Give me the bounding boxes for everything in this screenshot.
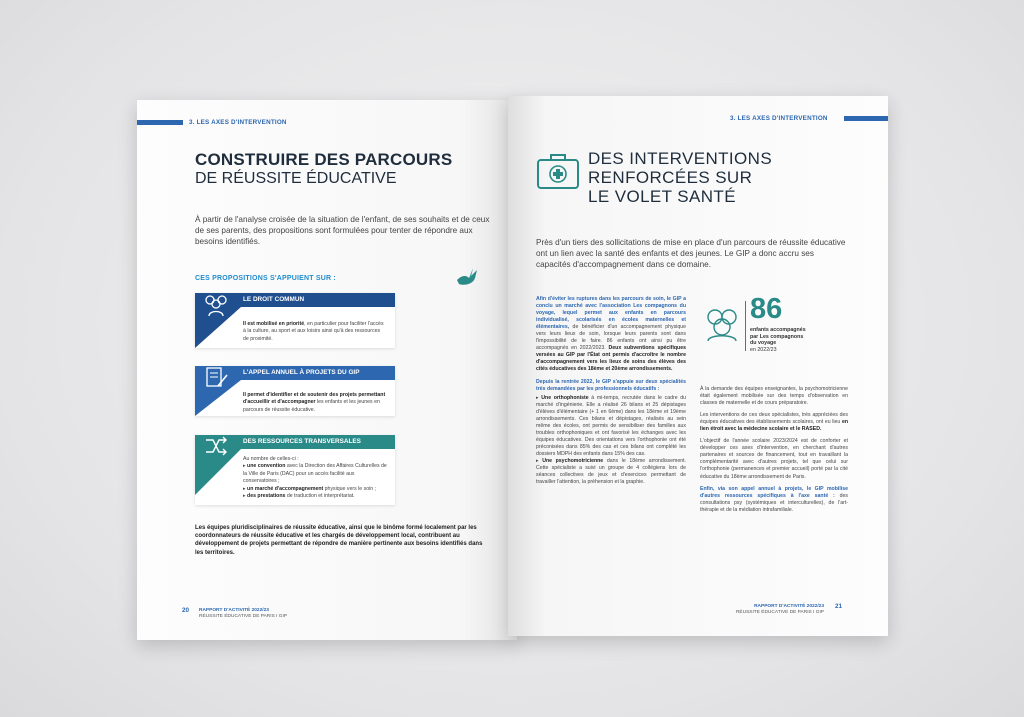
col2-p4-text: des consultations psy (systémiques et interculturelles), de l'art-thérapie et de la médiation intrafamiliale. [700,492,848,513]
page-title-line3: LE VOLET SANTÉ [588,187,736,206]
people-group-icon [201,289,231,319]
stat-label-line: du voyage [750,340,777,347]
card-body-bold: Il est mobilisé en priorité [243,321,305,327]
list-item-bold: des prestations [247,493,286,500]
list-item: ▸ Une psychomotricienne dans le 18ème arrondissement. Cette spécialiste a suivi un groupe de 4 collégiens lors de séances collectives de jeux et d'exercices permettant de travailler l'attention, la préhension et la graphie. [536,458,686,486]
propositions-label: CES PROPOSITIONS S'APPUIENT SUR : [195,275,336,282]
bird-icon [455,266,481,292]
col2-p2-text: Les interventions de ces deux spécialistes, très appréciées des équipes éducatives des établissements scolaires, ont eu lieu [700,412,848,426]
col2-p2-bold: en lien étroit avec la médecine scolaire et le RASED. [700,419,848,433]
footer-report: RAPPORT D'ACTIVITÉ 2022/23 [754,604,824,609]
stat-label-line: enfants accompagnés [750,327,806,333]
card-body [243,392,387,414]
column-2 [700,386,848,519]
card-body [243,321,387,343]
list-item-bold: une convention [247,463,286,470]
running-head: 3. LES AXES D'INTERVENTION [189,119,287,126]
right-page [508,96,888,636]
footnote: Les équipes pluridisciplinaires de réussite éducative, ainsi que le binôme formé localement par les coordonnateurs de réussite éducative et les chargés de développement local, contribuent au développement de projets permettant de répondre de manière pertinente aux besoins identifiés dans les territoires. [195,525,483,556]
list-item-bold: Une psychomotricienne [542,458,604,465]
list-item: ▸ un marché d'accompagnement physique vers le soin ; [243,485,377,492]
page-number: 21 [834,603,842,610]
col1-text: de bénéficier d'un accompagnement physique vers leurs lieux de soin, lorsque leurs parents sont dans l'impossibilité de le faire. 86 enfants ont ainsi pu être accompagnés en 2022/2023. [536,324,686,352]
col1-bold: Deux subventions spécifiques versées au GIP par l'État ont permis d'accroître le nombre d'accompagnement vers les lieux de soins des élèves des cités éducatives des 18ème et 20ème arrondissements. [536,345,686,373]
card-body-bold: Il permet d'identifier et de soutenir des projets permettant d'accueillir et d'accompagner [243,392,386,406]
children-faces-icon [702,303,742,343]
running-head-bar [844,116,888,121]
footer-org: RÉUSSITE ÉDUCATIVE DE PARIS I GIP [199,614,288,619]
card-body-text: les enfants et les jeunes en parcours de réussite éducative. [243,399,380,413]
page-subtitle: DE RÉUSSITE ÉDUCATIVE [195,170,397,187]
stat-number: 86 [750,293,783,325]
list-item: ▸ Une orthophoniste à mi-temps, recrutée dans le cadre du marché d'ingénierie. Elle a réalisé 26 bilans et 25 dépistages d'élèves d'élémentaire (+ 1 en 6ème) dans les 18ème et 19ème arrondissements. Ces bilans et dépistages, réalisés au sein même des écoles, ont permis de sensibiliser des familles aux troubles orthophoniques et ont favorisé les échanges avec les équipes éducatives. Des orientations vers l'orthophonie ont été préconisées dans 85% des cas et ces bilans ont complété les dossiers MDPH des enfants dans 15% des cas. [536,394,687,457]
col1-lead-2: Depuis la rentrée 2022, le GIP s'appuie sur deux spécialités très demandées par les professionnels éducatifs : [536,378,686,392]
card-droit-commun [195,293,395,348]
list-item-bold: Une orthophoniste [541,394,589,401]
page-footer [199,608,287,620]
card-body [243,456,387,500]
card-ressources [195,435,395,505]
running-head: 3. LES AXES D'INTERVENTION [730,115,828,122]
list-item-text: à mi-temps, recrutée dans le cadre du marché d'ingénierie. Elle a réalisé 26 bilans et 25 dépistages d'élèves d'élémentaire (+ 1 en 6ème) dans les 18ème et 19ème arrondissements. Ces bilans et dépistages, réalisés au sein même des écoles, ont permis de sensibiliser des familles aux troubles orthophoniques et ont favorisé les échanges avec les équipes éducatives. Des orientations vers l'orthophonie ont été préconisées dans 85% des cas et ces bilans ont complété les dossiers MDPH des enfants dans 15% des cas. [536,394,687,457]
column-1 [536,296,686,486]
footer-report: RAPPORT D'ACTIVITÉ 2022/23 [199,608,269,613]
stat-label-line: par Les compagnons [750,333,804,340]
stat-label-line: en 2022/23 [750,346,777,353]
card-heading: L'APPEL ANNUEL À PROJETS DU GIP [195,366,395,380]
intro-paragraph: Près d'un tiers des sollicitations de mise en place d'un parcours de réussite éducative ont un lien avec la santé des enfants et des jeunes. Le GIP a donc accru ses capacités d'accompagnement dans ce domaine. [536,238,846,270]
intro-paragraph: À partir de l'analyse croisée de la situation de l'enfant, de ses souhaits et de ceux de ses parents, des propositions sont formulées pour tenter de répondre aux besoins identifiés. [195,215,490,247]
stat-divider [745,301,746,351]
list-item-bold: un marché d'accompagnement [247,485,324,492]
list-item: ▸ des prestations de traduction et interprétariat. [243,493,355,500]
list-item-text: dans le 18ème arrondissement. Cette spécialiste a suivi un groupe de 4 collégiens lors de séances collectives de jeux et d'exercices permettant de travailler l'attention, la préhension et la graphie. [536,458,686,486]
list-item-text: avec la Direction des Affaires Culturelles de la Ville de Paris (DAC) pour un accès facilité aux conservatoires ; [243,463,387,485]
list-item: ▸ une convention avec la Direction des Affaires Culturelles de la Ville de Paris (DAC) pour un accès facilité aux conservatoires ; [243,463,387,485]
running-head-bar [137,120,183,125]
page-title-line2: RENFORCÉES SUR [588,168,753,187]
list-item-text: de traduction et interprétariat. [285,493,355,500]
card-body-intro: Au nombre de celles-ci : [243,456,299,462]
footer-org: RÉUSSITE ÉDUCATIVE DE PARIS I GIP [735,610,824,615]
card-body-text: , en particulier pour faciliter l'accès à la culture, au sport et aux loisirs ainsi qu'à des ressources de proximité. [243,321,384,342]
card-appel-projets [195,366,395,416]
col1-lead: Afin d'éviter les ruptures dans les parcours de soin, le GIP a conclu un marché avec l'association Les compagnons du voyage, lequel permet aux enfants en parcours individualisé, scolarisés en écoles maternelles et élémentaires, [536,296,686,331]
list-item-text: physique vers le soin ; [323,485,377,492]
stat-label [750,327,806,353]
document-pen-icon [201,362,231,392]
col2-p1: À la demande des équipes enseignantes, la psychomotricienne était également mobilisée sur des temps d'observation en classes de maternelle et de cours préparatoire. [700,386,848,407]
page-title: CONSTRUIRE DES PARCOURS [195,150,453,169]
card-heading: LE DROIT COMMUN [195,293,395,307]
crossing-arrows-icon [201,431,231,461]
card-heading: DES RESSOURCES TRANSVERSALES [195,435,395,449]
left-page [137,100,517,640]
page-title-line1: DES INTERVENTIONS [588,149,773,168]
col2-p4-lead: Enfin, via son appel annuel à projets, le GIP mobilise d'autres ressources spécifiques à l'axe santé : [700,485,848,499]
page-number: 20 [182,607,190,614]
col2-p3: L'objectif de l'année scolaire 2023/2024 est de conforter et développer ces axes d'intervention, en cherchant d'autres partenaires et sources de financement, tout en travaillant la complémentarité avec d'autres projets, tel que celui sur l'orthophonie (permanences et premier accueil) porté par la cité éducative du 18ème arrondissement de Paris. [700,438,848,480]
first-aid-kit-icon [534,150,582,194]
page-footer [736,604,824,616]
